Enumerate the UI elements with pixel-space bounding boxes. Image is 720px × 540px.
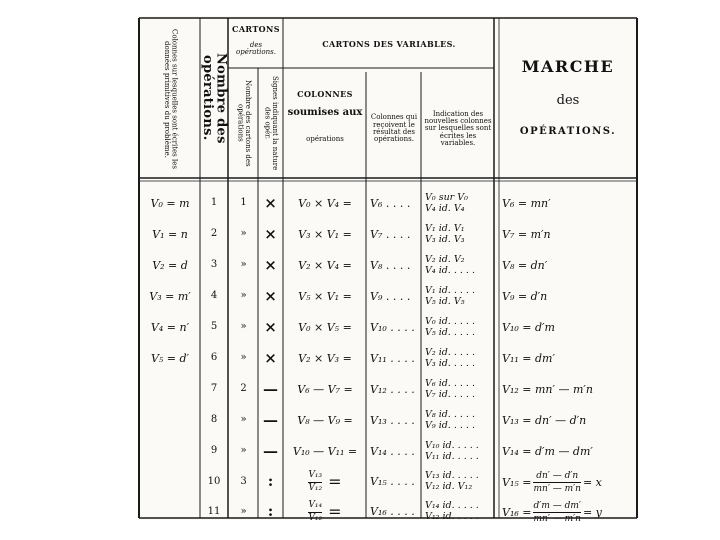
equals-sign: = — [328, 501, 342, 521]
header-ops-cards-count: Nombre des cartons des opérations — [236, 79, 253, 167]
marche-formula — [502, 467, 636, 497]
operands: V₁₀ — V₁₁ = — [292, 444, 358, 458]
operation-number: 7 — [210, 383, 218, 395]
data-value — [141, 405, 199, 436]
result-column: V₁₆ . . . . — [370, 505, 415, 519]
operation-sign: × — [264, 348, 277, 367]
indication-line: V₁₂ id. V₁₂ — [425, 481, 473, 492]
data-value: V₅ = d′ — [150, 351, 190, 365]
header-operations: opérations — [306, 135, 344, 144]
result-column: V₁₃ . . . . — [370, 413, 415, 427]
header-marche-ops: OPÉRATIONS. — [519, 125, 617, 137]
result-column: V₁₁ . . . . — [370, 351, 415, 365]
indication — [425, 436, 493, 467]
operation-sign: : — [267, 472, 274, 491]
operations-table — [138, 16, 638, 524]
indication — [425, 467, 493, 497]
operation-number: 9 — [210, 445, 218, 457]
indication-line: V₄ id. V₄ — [425, 202, 465, 214]
operation-sign: × — [264, 193, 277, 212]
indication — [425, 343, 493, 374]
indication-line: V₉ id. . . . . — [425, 419, 475, 431]
denominator: V₁₂ — [308, 482, 323, 493]
marche-formula: V₉ = d′n — [502, 289, 548, 303]
marche-formula: V₁₂ = mn′ — m′n — [502, 382, 593, 396]
header-cartons-ops: CARTONS — [232, 23, 280, 34]
result-column: V₆ . . . . — [370, 196, 411, 210]
indication — [425, 219, 493, 250]
result-column: V₁₀ . . . . — [370, 320, 415, 334]
indication-line: V₈ id. . . . . — [425, 408, 475, 420]
indication-line: V₇ id. . . . . — [425, 388, 475, 400]
data-value: V₄ = n′ — [150, 320, 190, 334]
header-soumises: soumises aux — [287, 106, 363, 118]
data-value: V₁ = n — [152, 227, 188, 241]
marche-formula — [502, 497, 636, 527]
indication-line: V₄ id. . . . . — [425, 264, 475, 276]
operation-sign: — — [263, 379, 278, 398]
data-value: V₂ = d — [152, 258, 188, 272]
marche-formula: V₁₁ = dm′ — [502, 351, 555, 365]
result-column: V₁₄ . . . . — [370, 444, 415, 458]
indication — [425, 374, 493, 405]
fraction-bar — [533, 482, 580, 483]
operands: V₀ × V₄ = — [298, 196, 352, 210]
cards-count: » — [240, 290, 247, 302]
operation-sign: × — [264, 317, 277, 336]
marche-formula: V₆ = mn′ — [502, 196, 551, 210]
result-column: V₁₅ . . . . — [370, 475, 415, 489]
header-number-of-operations: Nombre des opérations. — [200, 52, 229, 144]
operands: V₂ × V₄ = — [298, 258, 352, 272]
indication — [425, 188, 493, 219]
operation-number: 6 — [210, 352, 218, 364]
formula-rhs: = y — [582, 505, 602, 519]
indication-line: V₃ id. V₃ — [425, 233, 465, 245]
operands: V₅ × V₁ = — [298, 289, 352, 303]
cards-count: 3 — [240, 475, 247, 487]
operation-sign: × — [264, 255, 277, 274]
cards-count: 1 — [240, 197, 247, 209]
indication-line: V₁₀ id. . . . . — [425, 439, 479, 451]
operation-number: 1 — [210, 197, 218, 209]
operation-sign: : — [267, 502, 274, 521]
operands-fraction — [284, 467, 366, 497]
operation-number: 2 — [210, 228, 218, 240]
header-signs: Signes indiquant la nature des opér. — [263, 75, 280, 171]
operation-number: 4 — [210, 290, 218, 302]
header-colonnes: COLONNES — [297, 88, 353, 99]
indication-line: V₀ sur V₀ — [425, 191, 468, 203]
header-result-columns: Colonnes qui reçoivent le résultat des opérations. — [370, 113, 418, 144]
indication-line: V₆ id. . . . . — [425, 377, 475, 389]
denominator: mn′ — m′n — [533, 513, 581, 524]
marche-formula: V₁₃ = dn′ — d′n — [502, 413, 587, 427]
indication-line: V₁₃ id. . . . . — [425, 470, 479, 482]
cards-count: » — [240, 321, 247, 333]
cards-count: » — [240, 259, 247, 271]
operands: V₃ × V₁ = — [298, 227, 352, 241]
indication-line: V₂ id. V₂ — [425, 253, 465, 265]
marche-formula: V₈ = dn′ — [502, 258, 548, 272]
indication — [425, 281, 493, 312]
header-marche-des: des — [556, 93, 580, 109]
indication — [425, 497, 493, 527]
data-value: V₀ = m — [150, 196, 190, 210]
equals-sign: = — [328, 471, 342, 491]
header-data-columns: Colonnes sur lesquelles sont écrites les données primitives du problème. — [163, 29, 179, 169]
formula-rhs: = x — [582, 475, 602, 489]
cards-count: » — [240, 505, 247, 517]
result-column: V₁₂ . . . . — [370, 382, 415, 396]
fraction — [308, 471, 322, 493]
operation-sign: — — [263, 410, 278, 429]
operands: V₂ × V₃ = — [298, 351, 352, 365]
marche-formula: V₁₄ = d′m — dm′ — [502, 444, 593, 458]
indication-line: V₂ id. . . . . — [425, 346, 475, 358]
indication-line: V₁ id. . . . . — [425, 284, 475, 296]
indication-line: V₀ id. . . . . — [425, 315, 475, 327]
result-column: V₉ . . . . — [370, 289, 411, 303]
operation-number: 10 — [207, 475, 221, 487]
marche-formula: V₁₀ = d′m — [502, 320, 555, 334]
indication-line: V₁ id. V₁ — [425, 222, 465, 234]
operands: V₆ — V₇ = — [297, 382, 353, 396]
operation-number: 5 — [210, 321, 218, 333]
operands: V₀ × V₅ = — [298, 320, 352, 334]
indication — [425, 405, 493, 436]
indication — [425, 250, 493, 281]
cards-count: 2 — [240, 383, 247, 395]
marche-formula: V₇ = m′n — [502, 227, 551, 241]
fraction-bar — [533, 512, 580, 513]
operands: V₈ — V₉ = — [297, 413, 353, 427]
operation-number: 8 — [210, 414, 218, 426]
header-cartons-vars: CARTONS DES VARIABLES. — [322, 38, 456, 49]
indication-line: V₁₂ id. . . . . — [425, 511, 479, 522]
indication-line: V₅ id. . . . . — [425, 326, 475, 338]
formula-lhs: V₁₆ = — [502, 505, 532, 519]
result-column: V₈ . . . . — [370, 258, 411, 272]
cards-count: » — [240, 445, 247, 457]
header-cartons-ops-sub: des opérations. — [236, 40, 276, 56]
fraction — [308, 501, 322, 523]
indication-line: V₁₄ id. . . . . — [425, 500, 479, 512]
denominator: mn′ — m′n — [533, 483, 581, 494]
formula-lhs: V₁₅ = — [502, 475, 532, 489]
operation-number: 3 — [210, 259, 218, 271]
data-value: V₃ = m′ — [149, 289, 191, 303]
operation-sign: × — [264, 286, 277, 305]
numerator: d′m — dm′ — [533, 500, 581, 511]
operation-number: 11 — [207, 505, 221, 517]
indication-line: V₁₁ id. . . . . — [425, 450, 479, 462]
header-marche: MARCHE — [521, 56, 615, 76]
denominator: V₁₂ — [308, 512, 323, 523]
operation-sign: — — [263, 441, 278, 460]
indication — [425, 312, 493, 343]
header-indication: Indication des nouvelles colonnes sur lesquelles sont écrites les variables. — [424, 109, 492, 148]
fraction — [533, 501, 580, 524]
cards-count: » — [240, 228, 247, 240]
operation-sign: × — [264, 224, 277, 243]
numerator: V₁₄ — [308, 500, 323, 511]
data-value — [141, 436, 199, 467]
cards-count: » — [240, 352, 247, 364]
fraction — [533, 471, 580, 494]
result-column: V₇ . . . . — [370, 227, 411, 241]
indication-line: V₅ id. V₅ — [425, 295, 465, 307]
data-value — [141, 374, 199, 405]
indication-line: V₃ id. . . . . — [425, 357, 475, 369]
numerator: dn′ — d′n — [536, 470, 579, 481]
numerator: V₁₃ — [308, 470, 323, 481]
operands-fraction — [284, 497, 366, 527]
cards-count: » — [240, 414, 247, 426]
